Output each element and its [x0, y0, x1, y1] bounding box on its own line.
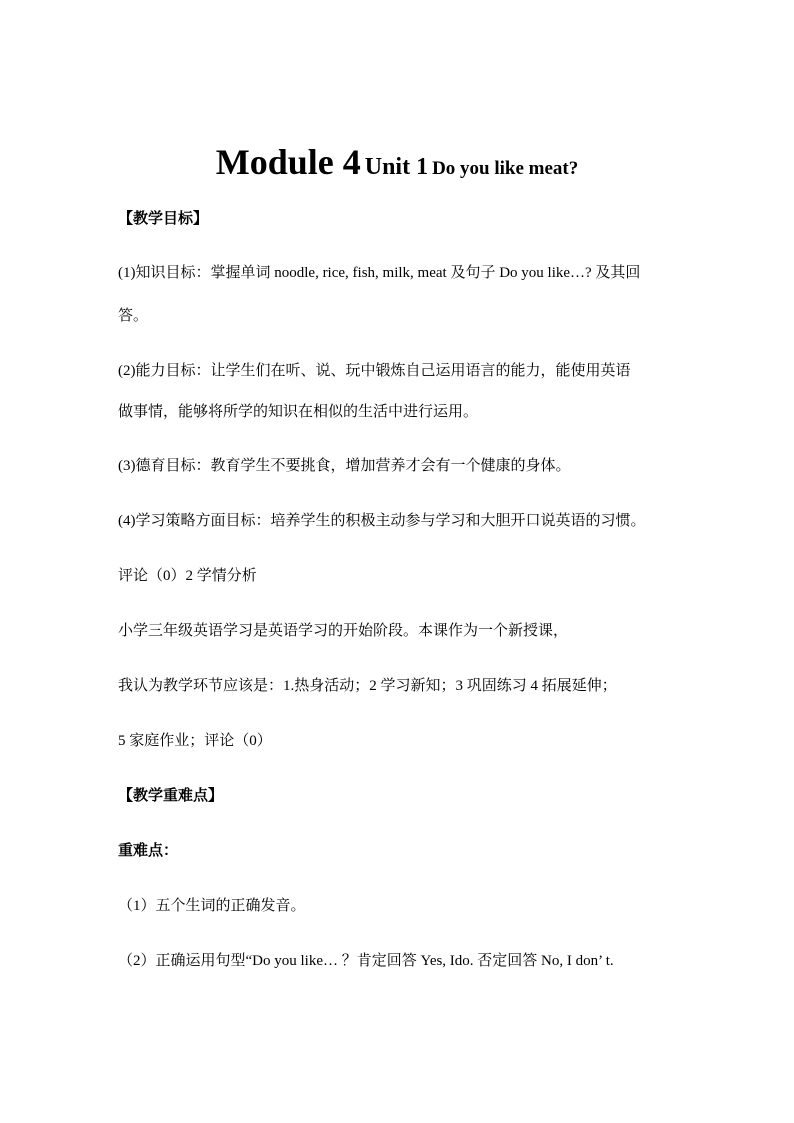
- objective-1-line-1: (1)知识目标：掌握单词 noodle, rice, fish, milk, meat 及句子 Do you like…? 及其回: [118, 265, 641, 281]
- title-question: Do you like meat?: [432, 158, 579, 179]
- objective-1-line-2: 答。: [118, 308, 149, 324]
- comment-analysis-heading: 评论（0）2 学情分析: [118, 568, 257, 584]
- analysis-line-2: 我认为教学环节应该是：1.热身活动；2 学习新知；3 巩固练习 4 拓展延伸；: [118, 678, 617, 694]
- heading-key-points: 【教学重难点】: [118, 788, 224, 804]
- title-unit: Unit 1: [364, 154, 429, 180]
- objective-2-line-2: 做事情，能够将所学的知识在相似的生活中进行运用。: [118, 404, 479, 420]
- key-points-label: 重难点：: [118, 843, 179, 859]
- objective-4: (4)学习策略方面目标：培养学生的积极主动参与学习和大胆开口说英语的习惯。: [118, 513, 646, 529]
- key-point-2: （2）正确运用句型“Do you like… ？肯定回答 Yes, Ido. 否定回答 No, I don’ t.: [118, 953, 614, 969]
- analysis-line-3: 5 家庭作业；评论（0）: [118, 733, 272, 749]
- analysis-line-1: 小学三年级英语学习是英语学习的开始阶段。本课作为一个新授课，: [118, 623, 569, 639]
- title-module: Module 4: [215, 142, 361, 182]
- objective-3: (3)德育目标：教育学生不要挑食，增加营养才会有一个健康的身体。: [118, 458, 571, 474]
- key-point-1: （1）五个生词的正确发音。: [118, 898, 306, 914]
- heading-objectives: 【教学目标】: [118, 211, 209, 227]
- objective-2-line-1: (2)能力目标：让学生们在听、说、玩中锻炼自己运用语言的能力，能使用英语: [118, 363, 631, 379]
- page-title: [0, 140, 794, 192]
